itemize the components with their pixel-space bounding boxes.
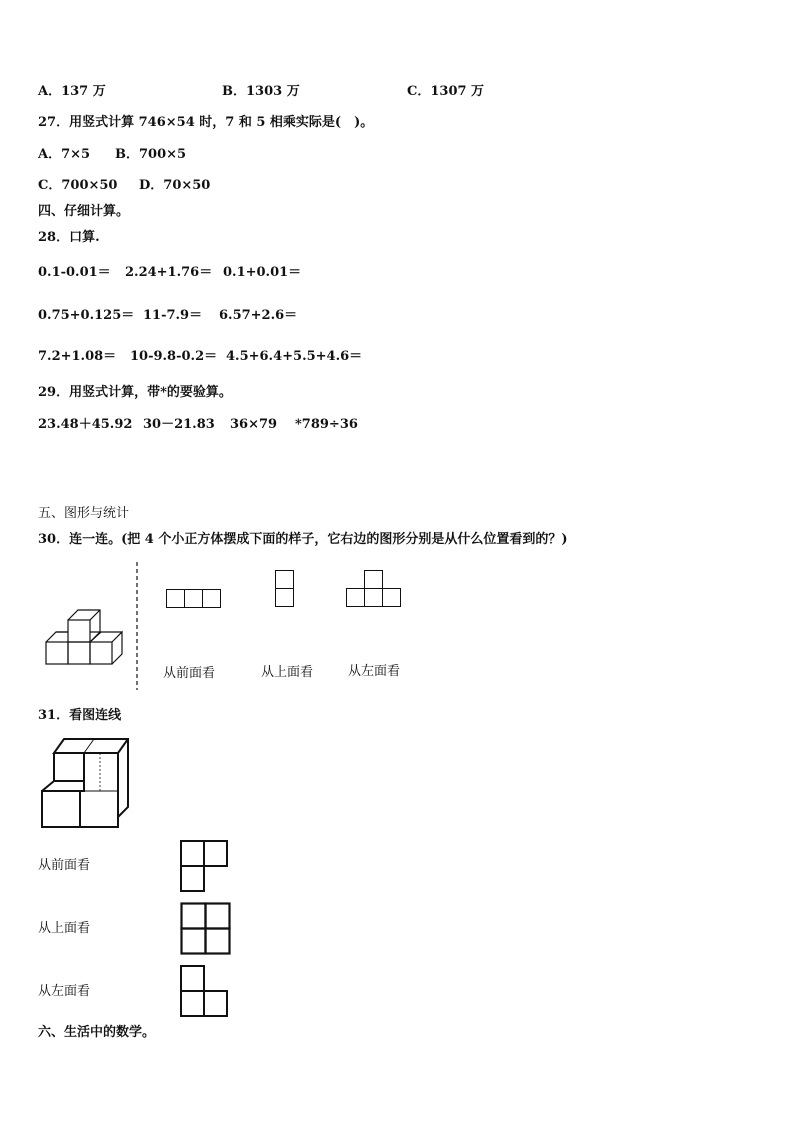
section-5-title: 五、图形与统计 (38, 506, 130, 521)
q31-block-figure (38, 735, 134, 831)
q26-option-b: B．1303 万 (222, 84, 300, 99)
q31-stem: 31．看图连线 (38, 708, 122, 723)
q31-label-front: 从前面看 (38, 858, 91, 873)
cube-edge (112, 632, 122, 664)
q30-divider (134, 562, 140, 690)
q31-view-square-grid (180, 902, 232, 956)
cube-face (68, 620, 90, 642)
q28-item: 6.57+2.6＝ (219, 308, 298, 323)
q28-item: 7.2+1.08＝ (38, 349, 117, 364)
cube-face (90, 642, 112, 664)
cube-edge (90, 610, 100, 620)
q31-label-top: 从上面看 (38, 921, 91, 936)
q29-item: 30－21.83 (143, 417, 215, 432)
q28-stem: 28．口算. (38, 230, 100, 245)
q30-view-t-shape (346, 570, 402, 608)
q31-label-left: 从左面看 (38, 984, 91, 999)
q29-item: 36×79 (230, 417, 278, 432)
cube-edge (46, 632, 68, 642)
q27-option-b: B．700×5 (115, 147, 187, 162)
q30-stem: 30．连一连。(把 4 个小正方体摆成下面的样子，它右边的图形分别是从什么位置看到的？) (38, 532, 568, 547)
section-6-title: 六、生活中的数学。 (38, 1025, 156, 1040)
cube-face (46, 642, 68, 664)
q28-item: 0.1+0.01＝ (223, 265, 302, 280)
q30-label-left: 从左面看 (348, 664, 401, 679)
q30-label-front: 从前面看 (163, 666, 216, 681)
q28-item: 4.5+6.4+5.5+4.6＝ (226, 349, 363, 364)
q30-view-two-stacked (275, 570, 295, 608)
q27-option-d: D．70×50 (139, 178, 211, 193)
q30-view-three-in-row (166, 589, 222, 609)
q31-view-l-bottom (180, 965, 230, 1019)
q26-option-c: C．1307 万 (407, 84, 485, 99)
cube-edge (90, 632, 100, 642)
q30-cube-figure (40, 600, 130, 670)
q30-label-top: 从上面看 (261, 665, 314, 680)
q31-view-l-top (180, 840, 230, 894)
q28-item: 10-9.8-0.2＝ (130, 349, 218, 364)
cube-edge (68, 610, 100, 632)
q27-option-c: C．700×50 (38, 178, 118, 193)
q27-option-a: A．7×5 (38, 147, 91, 162)
q26-option-a: A．137 万 (38, 84, 106, 99)
q28-item: 0.1-0.01＝ (38, 265, 111, 280)
cube-face (68, 642, 90, 664)
q27-stem: 27．用竖式计算 746×54 时，7 和 5 相乘实际是( )。 (38, 115, 374, 130)
q28-item: 2.24+1.76＝ (125, 265, 213, 280)
q29-item: 23.48＋45.92 (38, 417, 133, 432)
q28-item: 0.75+0.125＝ (38, 308, 135, 323)
q28-item: 11-7.9＝ (143, 308, 203, 323)
q29-item: *789÷36 (295, 417, 358, 432)
section-4-title: 四、仔细计算。 (38, 204, 130, 219)
q29-stem: 29．用竖式计算，带*的要验算。 (38, 385, 232, 400)
